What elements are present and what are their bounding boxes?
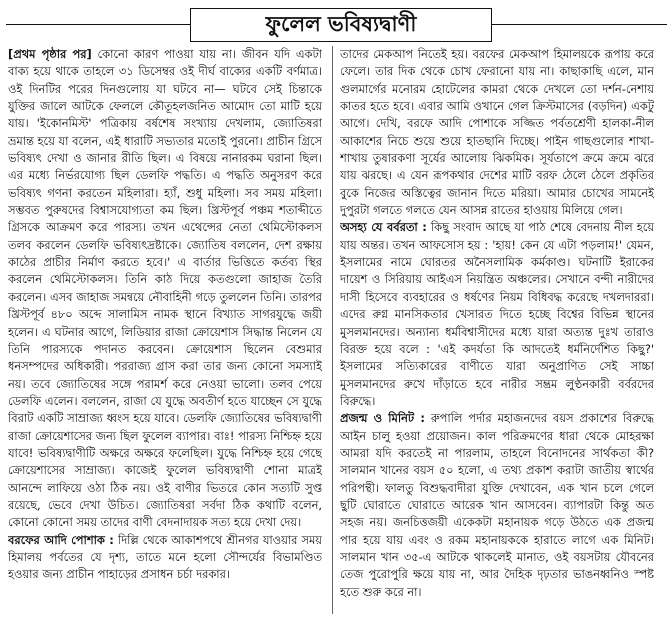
paragraph-4: [340, 219, 654, 410]
left-column: [8, 46, 322, 616]
right-column: [340, 46, 654, 616]
cropped-previous-text: [20, 0, 650, 6]
paragraph-5-text: রুপালি পর্দার মহাজনদের বয়স প্রকাশের বিরুদ্ধে আইন চালু হওয়া প্রয়োজন। কাল পরিক্রমণের ধারা থেকে মোহরক্ষা আমরা যদি করতেই না পারলাম, তাহলে বিনোদনের সার্থকতা কী? সালমান খানের বয়স ৫০ হলো, এ তথ্য প্রকাশ করাটা জাতীয় স্বার্থের পরিপন্থী। ফালতু বিশুদ্ধবাদীরা যুক্তি দেখাবেন, এক খান চলে গেলে ছুটি ঘোরাতে ঘোরাতে আরেক খান আসবেন। ব্যাপারটা কিন্তু অত সহজ নয়। জনচিত্তজয়ী একেকটা মহানায়ক গড়ে উঠতে এক প্রজন্ম পার হয়ে যায় এবং ও রকম মহানায়ককে হারাতে লাগে এক মিনিট। সালমান খান ৩৫-এ আটকে থাকলেই মানাত, ওই বয়সটায় যৌবনের তেজ পুরোপুরি ক্ষয়ে যায় না, আর দৈহিক দৃঢ়তার ভাঙনধ্বনিও স্পষ্ট হতে শুরু করে না।: [340, 411, 654, 599]
paragraph-4-text: কিছু সংবাদ আছে যা পাঠ শেষে বেদনায় নীল হয়ে যায় অন্তর। তখন আফসোস হয় : 'হায়! কেন যে এটা পড়লাম!' যেমন, ইসলামের নামে ঘোরতর অনৈসলামিক কর্মকাণ্ড। ঘটনাটি ইরাকের দায়েশ ও সিরিয়ায় আইএস নিয়ন্ত্রিত অঞ্চলের। সেখানে বন্দী নারীদের দাসী হিসেবে ব্যবহারের ও ধর্ষণের নিয়ম বিধিবদ্ধ করেছে দখলদাররা। এদের রুগ্ন মানসিকতার খেসারত দিতে হচ্ছে বিশ্বের বিভিন্ন স্থানের মুসলমানদের। অন্যান্য ধর্মবিশ্বাসীদের মধ্যে যারা অত্যন্ত দুঃখ তারাও বিরক্ত হয়ে বলে : 'এই কদর্যতা কি আদতেই ধর্মনির্দেশিত কিছু?' ইসলামের সত্যিকারের বাণীতে যারা অনুপ্রাণিত সেই সাচ্চা মুসলমানদের রুখে দাঁড়াতে হবে নারীর সম্ভ্রম লুণ্ঠনকারী বর্বরদের বিরুদ্ধে।: [340, 220, 654, 408]
subheading-generation-and-minute: প্রজন্ম ও মিনিট :: [340, 411, 425, 426]
article-title: ফুলেল ভবিষ্যদ্বাণী: [190, 8, 492, 42]
paragraph-2-text: দিল্লি থেকে আকাশপথে শ্রীনগর যাওয়ার সময় হিমালয় পর্বতের যে দৃশ্য, তাতে মনে হলো সৌন্দর্যের বিভামণ্ডিত হওয়ার জন্য প্রাচীন পাহাড়ের প্রসাধন চর্চা দরকার।: [8, 532, 322, 582]
subheading-bengali-snow-attire: বরফের আদি পোশাক :: [8, 532, 114, 547]
paragraph-2: [8, 532, 322, 584]
continued-from-front-page-label: [প্রথম পৃষ্ঠার পর]: [8, 47, 92, 61]
title-rule-right: [491, 24, 667, 25]
paragraph-5: [340, 410, 654, 601]
paragraph-1: [8, 46, 322, 532]
title-rule-left: [6, 24, 190, 25]
subheading-unbearable-barbarity: অসহ্য যে বর্বরতা :: [340, 220, 427, 235]
paragraph-3: তাদের মেকআপ নিতেই হয়। বরফের মেকআপ হিমালয়কে রূপায় করে ফেলে। তার দিক থেকে চোখ ফেরানো যায় না। কাছাকাছি এলে, মান গুলমার্গের মনোরম হোটেলের কামরা থেকে দেখলে তো দর্শন-নেশায় কাতর হতে হবে। এবার আমি ওখানে গেল ক্রিস্টমাসের (বড়দিন) একটু আগে। দেখি, বরফে আদি পোশাকে সজ্জিত পর্বতশ্রেণী হালকা-নীল আকাশের নিচে শুয়ে শুয়ে হাতছানি দিচ্ছে। পাইন গাছগুলোর শাখা-শাখায় তুষারকণা সূর্যের আলোয় ঝিকমিক। সূর্যতাপে ক্রমে ক্রমে ঝরে যায় ঝরছে। এ যেন রূপকথার দেশের মাটি বরফ ঠেলে ঠেলে প্রকৃতির বুকে নিজের অস্তিত্বের জানান দিতে মরিয়া। আমার চোখের সামনেই দুপুরটা গলতে গলতে যেন আসন্ন রাতের হাওয়ায় মিলিয়ে গেল।: [340, 47, 654, 218]
paragraph-1-text: কোনো কারণ পাওয়া যায় না। জীবন যদি একটা বাক্য হয়ে থাকে তাহলে ৩১ ডিসেম্বর ওই দীর্ঘ বাক্যের একটি বর্ণমাত্র। ওই দিনটির পরের দিনগুলোয় যা ঘটবে না— ঘটবে সেই চিন্তাকে যুক্তির জালে আটকে ফেললে কৌতূহলজনিত আমোদ তো মাটি হয়ে যায়। 'ইকোনমিস্ট' পত্রিকায় বর্ষশেষ সংখ্যায় দেখলাম, জ্যোতিষরা ভ্রমান্ত হয়ে যা বলেন, এই ধারাটি সভ্যতার মতোই পুরনো। প্রাচীন গ্রিসে ভবিষ্যৎ দেখা ও জানার রীতি ছিল। এ বিষয়ে নানারকম ঘরানা ছিল। এর মধ্যে নির্ভরযোগ্য ছিল ডেলফি পদ্ধতি। এ পদ্ধতি অনুসরণ করে ভবিষ্যৎ গণনা করতেন মহিলারা। হ্যাঁ, শুধু মহিলা। সব সময় মহিলা। সম্ভবত পুরুষদের বিশ্বাসযোগ্যতা কম ছিল। খ্রিস্টপূর্ব পঞ্চম শতাব্দীতে গ্রিসকে আক্রমণ করে পারস্য। তখন এথেন্সের নেতা থেমিস্টোকলস তলব করলেন ডেলফি ভবিষ্যৎদ্রষ্টাকে। জ্যোতিষ বললেন, দেশ রক্ষায় কাঠের প্রাচীর নির্মাণ করতে হবে।' এ বার্তার ভিত্তিতে কর্তব্য স্থির করলেন থেমিস্টোকলস। তিনি কাঠ দিয়ে কতগুলো জাহাজ তৈরি করলেন। এসব জাহাজ সমন্বয়ে নৌবাহিনী গড়ে তুললেন তিনি। তারপর খ্রিস্টপূর্ব ৪৮০ অব্দে সালামিস নামক স্থানে বিখ্যাত সাগরযুদ্ধে জয়ী হলেন। এ ঘটনার আগে, লিডিয়ার রাজা ক্রোয়েশাস সিদ্ধান্ত নিলেন যে তিনি পারস্যকে পদানত করবেন। ক্রোয়েশাস ছিলেন বেশুমার ধনসম্পদের অধিকারী। পররাজ্য গ্রাস করা তার জন্য কোনো সমস্যাই নয়। তবে জ্যোতিষের সঙ্গে পরামর্শ করে নেওয়া ভালো। তলব পেয়ে ডেলফি এলেন। বললেন, রাজা যে যুদ্ধে অবতীর্ণ হতে যাচ্ছেন সে যুদ্ধে বিরাট একটি সাম্রাজ্য ধ্বংস হয়ে যাবে। ডেলফি জ্যোতিষের ভবিষ্যদ্বাণী রাজা ক্রোয়েশাসের জন্য ছিল ফুলেল ব্যাপার। বাঃ! পারস্য নিশ্চিহ্ন হয়ে যাবে! ভবিষ্যদ্বাণীটি অক্ষরে অক্ষরে ফলেছিল। যুদ্ধে নিশ্চিহ্ন হয়ে গেছে ক্রোয়েশাসের সাম্রাজ্য। কাজেই ফুলেল ভবিষ্যদ্বাণী শোনা মাত্রই আনন্দে লাফিয়ে ওঠা ঠিক নয়। ওই বাণীর ভিতরে কোন সত্যটি সুপ্ত রয়েছে, ভেবে দেখা উচিত। জ্যোতিষরা সর্বদা ঠিক কথাটি বলেন, কোনো কোনো সময় তাদের বাণী বেদনাদায়ক সত্য হয়ে দেখা দেয়।: [8, 47, 322, 530]
column-divider: [332, 46, 333, 614]
